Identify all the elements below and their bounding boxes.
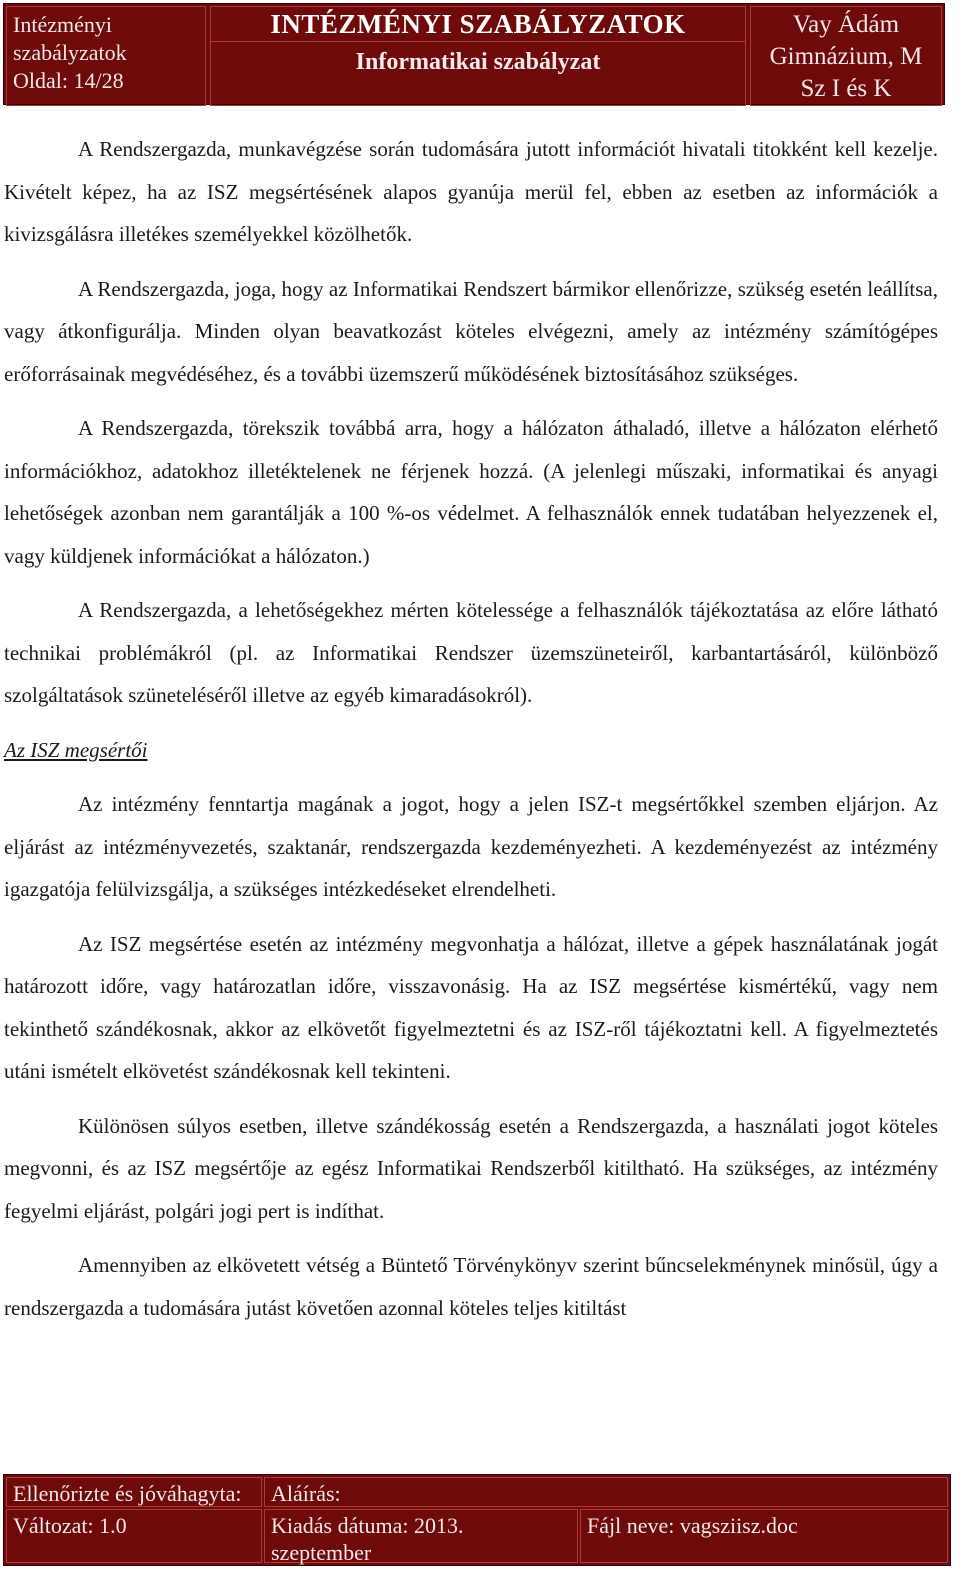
header-right-line3: Sz I és K	[800, 75, 892, 102]
header-institution	[750, 6, 942, 106]
footer-file-name: Fájl neve: vagsziisz.doc	[580, 1509, 948, 1563]
paragraph-3: A Rendszergazda, törekszik továbbá arra, hogy a hálózaton áthaladó, illetve a hálózaton elérhető információkhoz, adatokhoz illetéktelenek ne férjenek hozzá. (A jelenlegi műszaki, informatikai és anyagi lehetőségek azonban nem garantálják a 100 %-os védelmet. A felhasználók ennek tudatában helyezzenek el, vagy küldjenek információkat a hálózaton.)	[4, 416, 938, 568]
header-left-line1: Intézményi	[13, 12, 112, 37]
header-left-line2: szabályzatok	[13, 40, 127, 65]
paragraph-6: Az ISZ megsértése esetén az intézmény megvonhatja a hálózat, illetve a gépek használatának jogát határozott időre, vagy határozatlan időre, visszavonásig. Ha az ISZ megsértése kismértékű, vagy nem tekinthető szándékosnak, akkor az elkövetőt figyelmeztetni és az ISZ-ről tájékoztatni kell. A figyelmeztetés utáni ismételt elkövetést szándékosnak kell tekinteni.	[4, 931, 938, 1083]
header-page-number: Oldal: 14/28	[13, 68, 124, 93]
footer-approved-label: Ellenőrizte és jóváhagyta:	[6, 1477, 262, 1507]
paragraph-7: Különösen súlyos esetben, illetve szándékosság esetén a Rendszergazda, a használati jogot köteles megvonni, és az ISZ megsértője az egész Informatikai Rendszerből kitiltható. Ha szükséges, az intézmény fegyelmi eljárást, polgári jogi pert is indíthat.	[4, 1113, 938, 1223]
paragraph-1: A Rendszergazda, munkavégzése során tudomására jutott információt hivatali titokként kell kezelje. Kivételt képez, ha az ISZ megsértésének alapos gyanúja merül fel, ebben az esetben az információk a kivizsgálásra illetékes személyekkel közölhetők.	[4, 137, 938, 246]
paragraph-2: A Rendszergazda, joga, hogy az Informatikai Rendszert bármikor ellenőrizze, szükség esetén leállítsa, vagy átkonfigurálja. Minden olyan beavatkozást köteles elvégezni, amely az intézmény számítógépes erőforrásainak megvédéséhez, és a további üzemszerű működésének biztosításához szükséges.	[4, 276, 938, 386]
header-doc-info	[6, 6, 206, 106]
document-header	[3, 3, 945, 105]
header-title-block	[210, 6, 746, 106]
footer-version: Változat: 1.0	[6, 1509, 262, 1563]
header-subtitle: Informatikai szabályzat	[355, 49, 601, 75]
header-right-line1: Vay Ádám	[792, 11, 900, 38]
paragraph-8: Amennyiben az elkövetett vétség a Büntető Törvénykönyv szerint bűncselekménynek minősül, úgy a rendszergazda a tudomására jutást követően azonnal köteles teljes kitiltást	[4, 1253, 938, 1320]
header-title: INTÉZMÉNYI SZABÁLYZATOK	[211, 7, 745, 42]
paragraph-5: Az intézmény fenntartja magának a jogot, hogy a jelen ISZ-t megsértőkkel szemben eljárjon. Az eljárást az intézményvezetés, szaktanár, rendszergazda kezdeményezheti. A kezdeményezést az intézmény igazgatója felülvizsgálja, a szükséges intézkedéseket elrendelheti.	[4, 792, 938, 901]
header-right-line2: Gimnázium, M	[769, 43, 923, 70]
footer-issue-date-line1: Kiadás dátuma: 2013.	[271, 1513, 464, 1538]
section-heading: Az ISZ megsértői	[4, 737, 148, 762]
paragraph-4: A Rendszergazda, a lehetőségekhez mérten kötelessége a felhasználók tájékoztatása az előre látható technikai problémákról (pl. az Informatikai Rendszer üzemszüneteiről, karbantartásáról, különböző szolgáltatások szüneteléséről illetve az egyéb kimaradásokról).	[4, 598, 938, 707]
footer-issue-date-line2: szeptember	[271, 1540, 372, 1565]
document-body	[4, 128, 938, 1341]
document-footer	[3, 1474, 951, 1566]
footer-signature-label: Aláírás:	[264, 1477, 948, 1507]
footer-issue-date	[264, 1509, 578, 1563]
